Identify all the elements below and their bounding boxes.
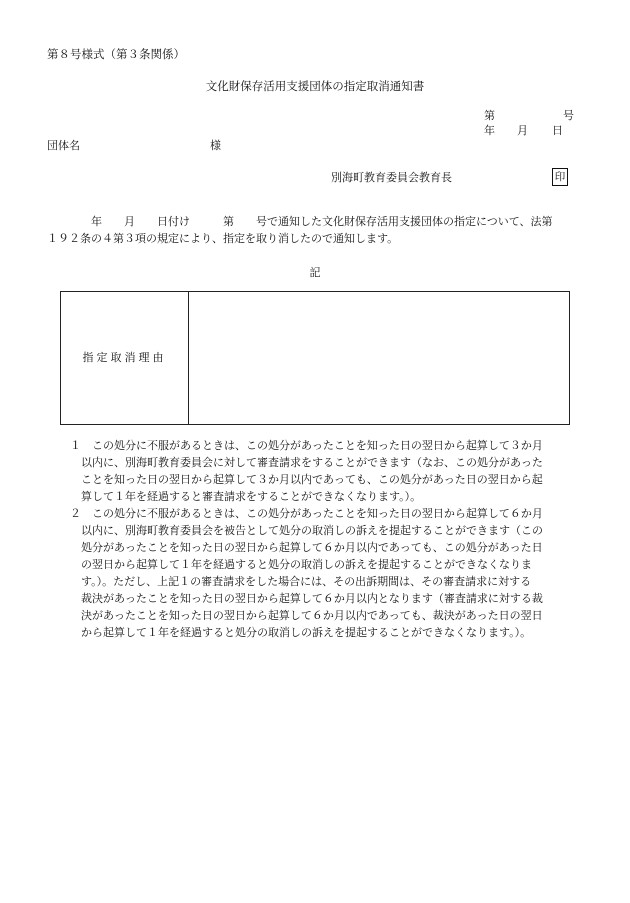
note-line: の翌日から起算して１年を経過すると処分の取消しの訴えを提起することができなくなりま <box>70 558 532 571</box>
recipient-suffix: 様 <box>210 139 221 152</box>
document-title: 文化財保存活用支援団体の指定取消通知書 <box>205 79 425 93</box>
note-line: 以内に、別海町教育委員会に対して審査請求をすることができます（なお、この処分があった <box>70 456 543 469</box>
recipient <box>47 138 221 154</box>
note-line: １ この処分に不服があるときは、この処分があったことを知った日の翌日から起算して３か月 <box>70 439 543 452</box>
note-line: ２ この処分に不服があるときは、この処分があったことを知った日の翌日から起算して６か月 <box>70 507 543 520</box>
document-date <box>484 123 563 139</box>
date-day: 日 <box>552 124 563 137</box>
note-line: 決があったことを知った日の翌日から起算して６か月以内であっても、裁決があった日の翌日 <box>70 609 543 622</box>
document-number <box>484 108 574 124</box>
body-line: 年 月 日付け 第 号で通知した文化財保存活用支援団体の指定について、法第 <box>47 215 553 228</box>
date-month: 月 <box>517 124 528 137</box>
appeal-notes <box>70 438 580 642</box>
note-line: 裁決があったことを知った日の翌日から起算して６か月以内となります（審査請求に対する裁 <box>70 592 543 605</box>
date-year: 年 <box>484 124 495 137</box>
reason-value <box>189 292 569 424</box>
number-prefix: 第 <box>484 109 495 122</box>
issuer: 別海町教育委員会教育長 <box>331 171 452 184</box>
form-number: 第８号様式（第３条関係） <box>47 47 185 61</box>
note-line: 以内に、別海町教育委員会を被告として処分の取消しの訴えを提起することができます（この <box>70 524 543 537</box>
reason-table <box>60 291 570 425</box>
ki-heading: 記 <box>309 266 321 279</box>
note-line: 処分があったことを知った日の翌日から起算して６か月以内であっても、この処分があった日 <box>70 541 543 554</box>
reason-label: 指定取消理由 <box>61 292 189 424</box>
note-line: ことを知った日の翌日から起算して３か月以内であっても、この処分があった日の翌日から起 <box>70 473 543 486</box>
seal-mark: 印 <box>552 168 568 186</box>
number-suffix: 号 <box>563 109 574 122</box>
notice-body <box>47 214 587 248</box>
recipient-label: 団体名 <box>47 139 80 152</box>
body-line: １９２条の４第３項の規定により、指定を取り消したので通知します。 <box>47 232 399 245</box>
note-line: から起算して１年を経過すると処分の取消しの訴えを提起することができなくなります。）。 <box>70 626 532 639</box>
note-line: 算して１年を経過すると審査請求をすることができなくなります。）。 <box>70 490 422 503</box>
note-line: す。）。ただし、上記１の審査請求をした場合には、その出訴期間は、その審査請求に対する <box>70 575 532 588</box>
